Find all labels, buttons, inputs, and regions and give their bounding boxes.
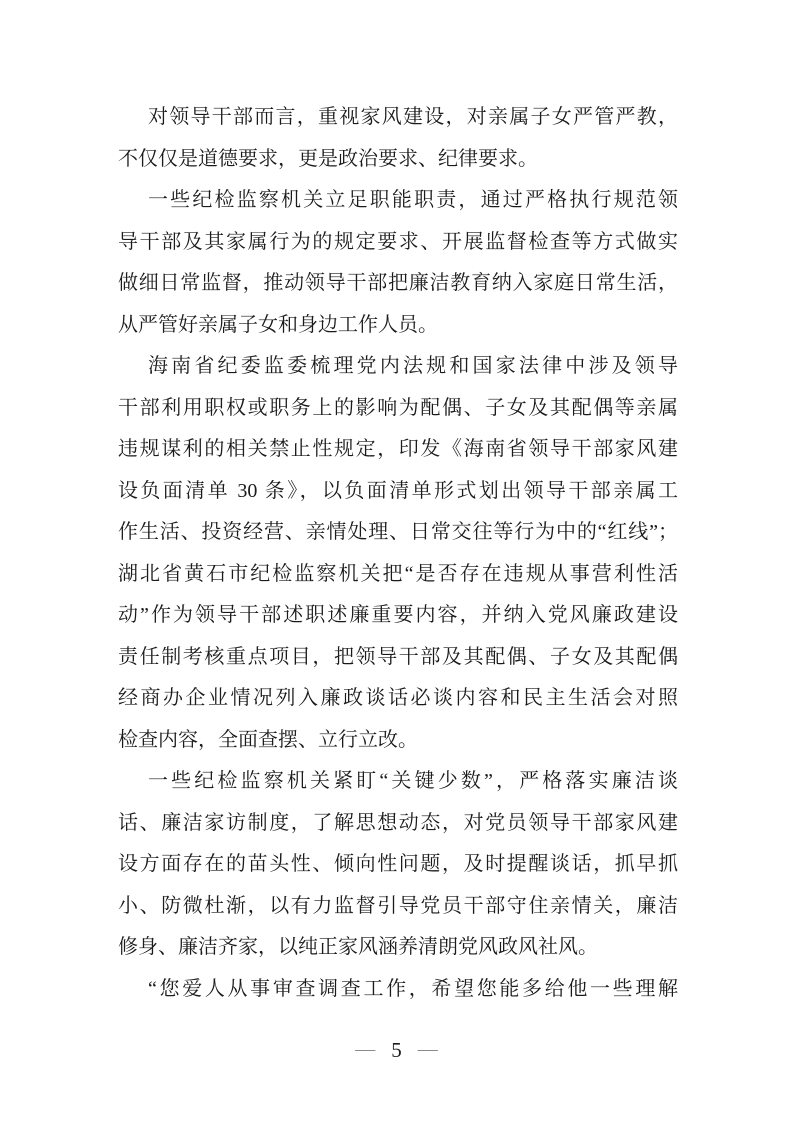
text-line: 海南省纪委监委梳理党内法规和国家法律中涉及领导: [148, 355, 678, 377]
footer-right-dash: —: [417, 1038, 438, 1060]
text-line: 修身、廉洁齐家，以纯正家风涵养清朗党风政风社风。: [118, 936, 598, 958]
footer-left-dash: —: [355, 1038, 376, 1060]
text-line: 做细日常监督，推动领导干部把廉洁教育纳入家庭日常生活，: [118, 272, 678, 294]
document-text: [118, 97, 678, 1010]
text-line: 设负面清单 30 条》，以负面清单形式划出领导干部亲属工: [118, 479, 678, 502]
text-line: “您爱人从事审查调查工作，希望您能多给他一些理解: [148, 977, 678, 1000]
text-line: 经商办企业情况列入廉政谈话必谈内容和民主生活会对照: [118, 687, 678, 709]
page-footer: [0, 1036, 793, 1065]
text-line: 对领导干部而言，重视家风建设，对亲属子女严管严教，: [148, 106, 678, 128]
text-line: 违规谋利的相关禁止性规定，印发《海南省领导干部家风建: [118, 438, 678, 460]
text-line: 设方面存在的苗头性、倾向性问题，及时提醒谈话，抓早抓: [118, 853, 678, 875]
page-number: 5: [391, 1038, 402, 1062]
text-line: 动”作为领导干部述职述廉重要内容，并纳入党风廉政建设: [118, 604, 678, 626]
text-line: 一些纪检监察机关紧盯“关键少数”，严格落实廉洁谈: [148, 770, 678, 792]
text-line: 干部利用职权或职务上的影响为配偶、子女及其配偶等亲属: [118, 396, 678, 419]
text-line: 一些纪检监察机关立足职能职责，通过严格执行规范领: [148, 189, 678, 211]
text-line: 湖北省黄石市纪检监察机关把“是否存在违规从事营利性活: [118, 562, 678, 585]
text-line: 不仅仅是道德要求，更是政治要求、纪律要求。: [118, 147, 538, 170]
text-line: 从严管好亲属子女和身边工作人员。: [118, 313, 438, 336]
text-line: 作生活、投资经营、亲情处理、日常交往等行为中的“红线”；: [118, 521, 678, 543]
text-line: 检查内容，全面查摆、立行立改。: [118, 728, 418, 751]
text-line: 小、防微杜渐，以有力监督引导党员干部守住亲情关，廉洁: [118, 894, 678, 917]
text-line: 话、廉洁家访制度，了解思想动态，对党员领导干部家风建: [118, 811, 678, 834]
text-line: 责任制考核重点项目，把领导干部及其配偶、子女及其配偶: [118, 645, 678, 668]
text-line: 导干部及其家属行为的规定要求、开展监督检查等方式做实: [118, 230, 678, 253]
